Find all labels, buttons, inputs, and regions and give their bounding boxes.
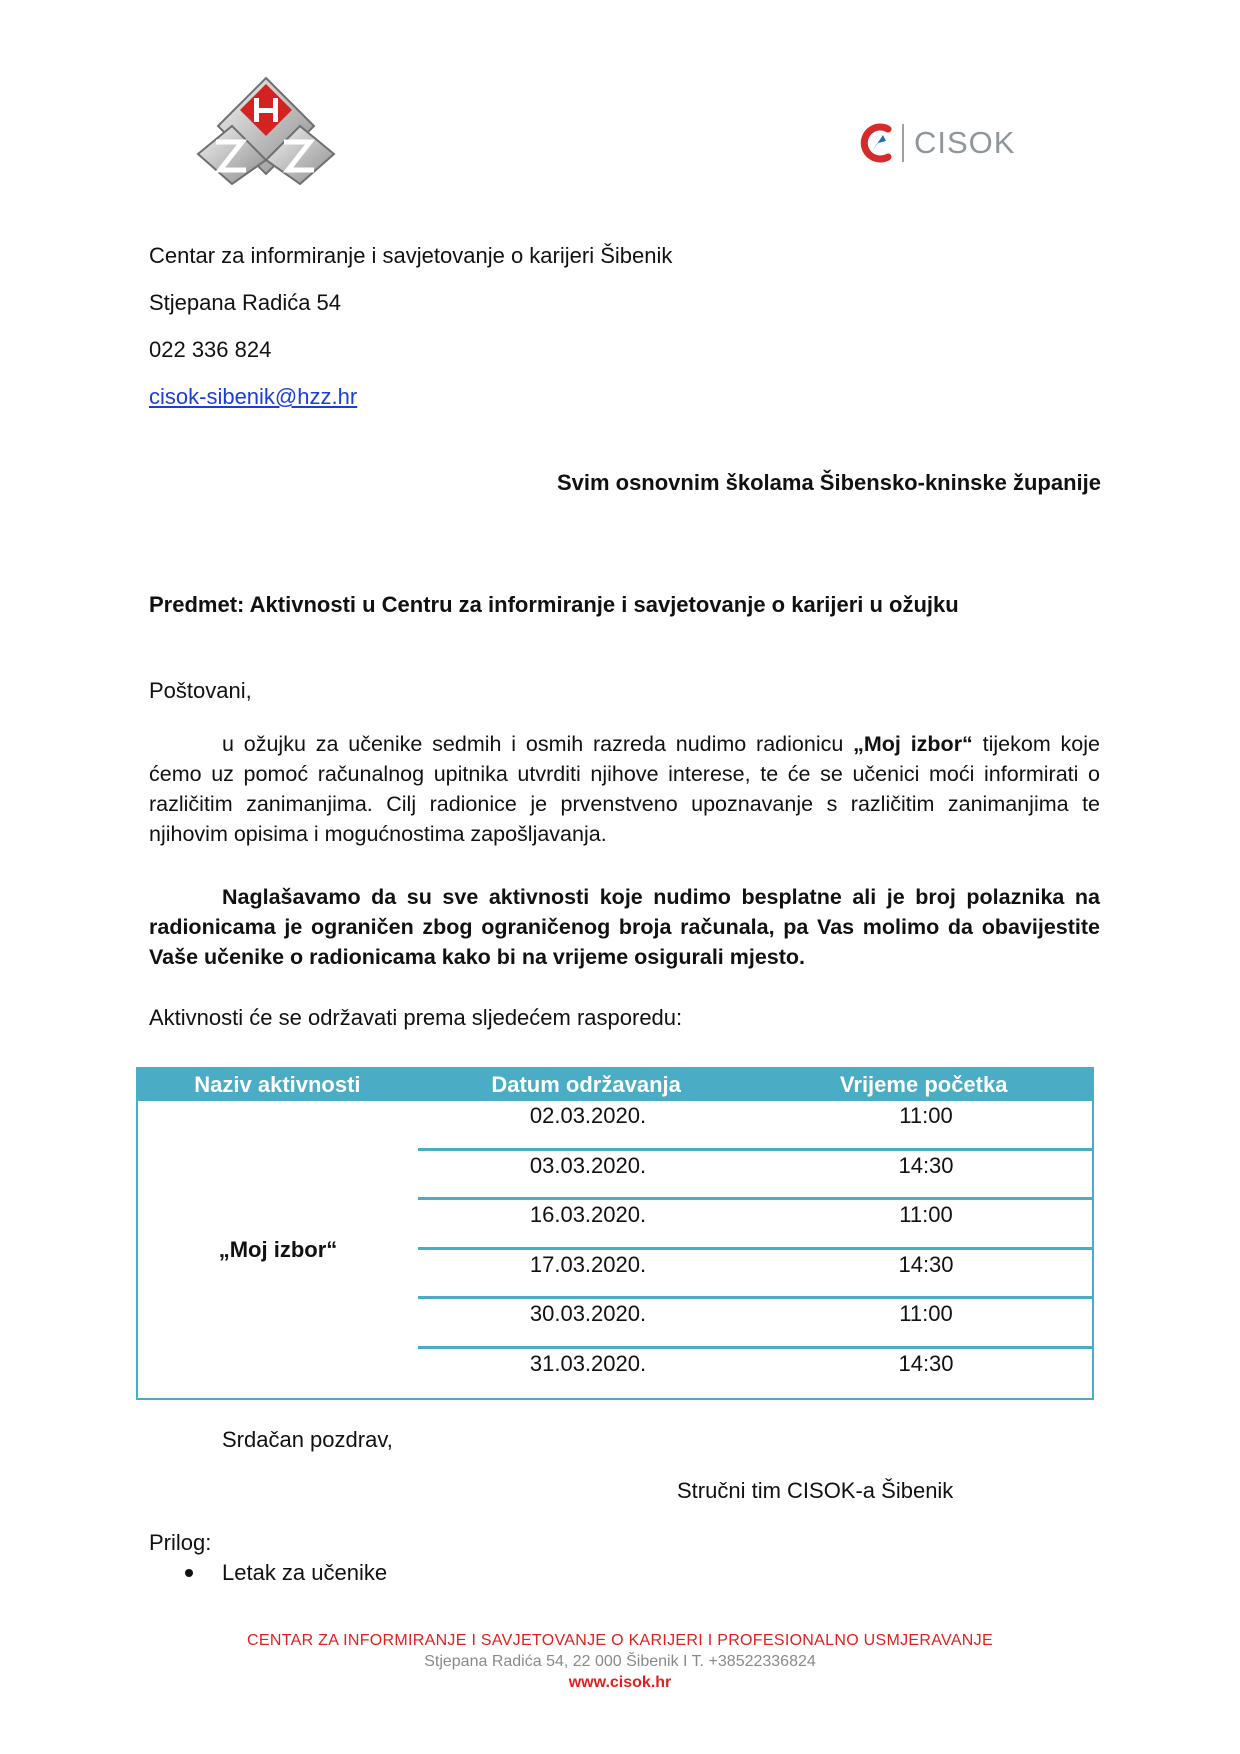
time-cell: 11:00 — [899, 1301, 953, 1326]
sender-address: Stjepana Radića 54 — [149, 290, 342, 315]
sender-email-link[interactable]: cisok-sibenik@hzz.hr — [149, 384, 358, 409]
cisok-wordmark: CISOK — [914, 125, 1016, 160]
time-cell: 11:00 — [899, 1103, 953, 1128]
body-paragraph-2: Naglašavamo da su sve aktivnosti koje nudimo besplatne ali je broj polaznika na radionicama je ograničen zbog ograničenog broja računala, pa Vas molimo da obavijestite Vaše učenike o radionicama kako bi na vrijeme osigurali mjesto. — [149, 885, 1100, 969]
cisok-divider — [902, 124, 904, 162]
table-row — [418, 1349, 1094, 1399]
sender-phone: 022 336 824 — [149, 337, 272, 362]
schedule-header-row — [138, 1069, 1092, 1101]
header-activity-name: Naziv aktivnosti — [194, 1072, 361, 1097]
time-cell: 14:30 — [898, 1251, 954, 1277]
hzz-logo-icon — [192, 76, 340, 186]
bullet-icon — [185, 1569, 193, 1577]
table-row — [418, 1151, 1094, 1201]
recipient: Svim osnovnim školama Šibensko-kninske županije — [556, 470, 1101, 495]
cisok-c-icon — [858, 121, 894, 165]
footer-website: www.cisok.hr — [568, 1674, 672, 1691]
table-row — [418, 1101, 1094, 1151]
workshop-name: „Moj izbor“ — [853, 732, 973, 756]
time-cell: 14:30 — [898, 1152, 954, 1178]
footer-address: Stjepana Radića 54, 22 000 Šibenik I T. +38522336824 — [424, 1653, 816, 1670]
greeting: Poštovani, — [149, 678, 252, 703]
attachment-item — [185, 1560, 387, 1586]
date-cell: 03.03.2020. — [529, 1152, 647, 1178]
paragraph-1-text-start: u ožujku za učenike sedmih i osmih razreda nudimo radionicu — [222, 732, 854, 756]
attachments-label: Prilog: — [149, 1530, 212, 1555]
header-start-time: Vrijeme početka — [839, 1072, 1008, 1097]
time-cell: 14:30 — [898, 1350, 954, 1376]
schedule-table — [136, 1067, 1094, 1400]
cisok-logo — [858, 118, 1018, 168]
date-cell: 31.03.2020. — [529, 1350, 647, 1376]
hzz-logo — [192, 76, 340, 186]
table-row — [418, 1299, 1094, 1349]
closing: Srdačan pozdrav, — [222, 1427, 393, 1452]
date-cell: 02.03.2020. — [529, 1103, 647, 1128]
activity-name-cell: „Moj izbor“ — [218, 1236, 338, 1262]
sender-block — [149, 232, 672, 420]
header-date: Datum održavanja — [491, 1072, 681, 1097]
date-cell: 17.03.2020. — [529, 1251, 647, 1277]
date-cell: 30.03.2020. — [529, 1301, 647, 1326]
body-paragraph-1 — [149, 729, 1100, 849]
subject-line: Predmet: Aktivnosti u Centru za informiranje i savjetovanje o karijeri u ožujku — [149, 592, 959, 617]
paragraph-1-text-end: tijekom koje ćemo uz pomoć računalnog upitnika utvrditi njihove interese, te će se učenici moći informirati o različitim zanimanjima. Cilj radionice je prvenstveno upoznavanje s različitim zanimanjima te njihovim opisima i mogućnostima zapošljavanja. — [149, 732, 1100, 846]
footer-organization: CENTAR ZA INFORMIRANJE I SAVJETOVANJE O KARIJERI I PROFESIONALNO USMJERAVANJE — [247, 1632, 993, 1649]
sender-organization: Centar za informiranje i savjetovanje o karijeri Šibenik — [149, 243, 673, 268]
table-row — [418, 1200, 1094, 1250]
time-cell: 11:00 — [899, 1202, 953, 1227]
schedule-intro: Aktivnosti će se održavati prema sljedećem rasporedu: — [149, 1005, 683, 1030]
date-cell: 16.03.2020. — [529, 1202, 647, 1227]
attachment-item-label: Letak za učenike — [222, 1560, 388, 1585]
signature: Stručni tim CISOK-a Šibenik — [677, 1478, 954, 1503]
table-row — [418, 1250, 1094, 1300]
schedule-rows — [418, 1101, 1094, 1398]
